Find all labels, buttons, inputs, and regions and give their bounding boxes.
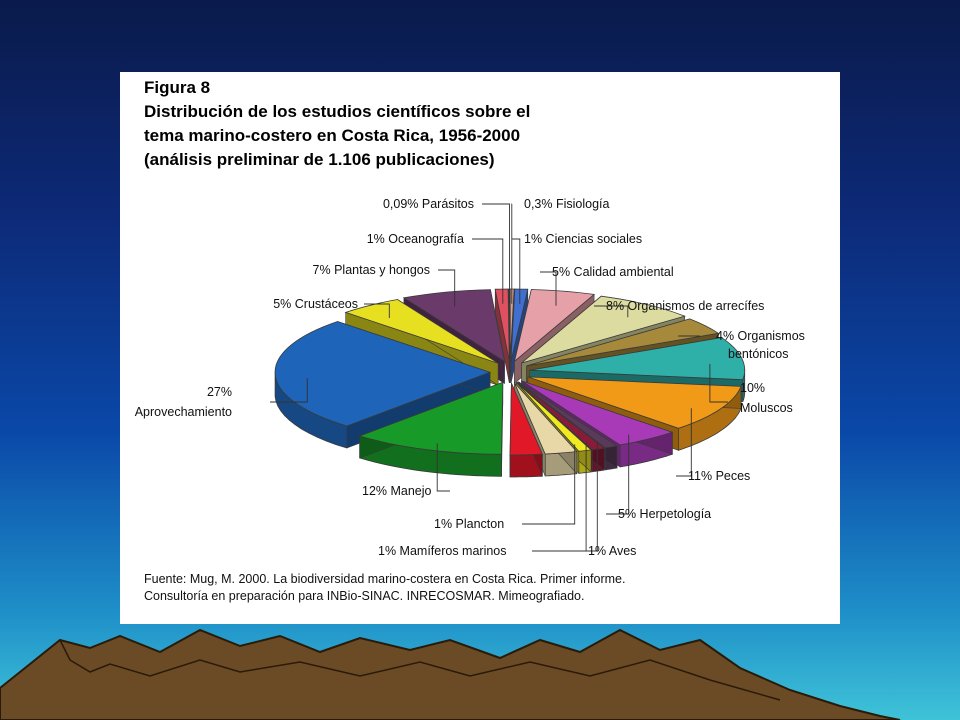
slice-layer — [275, 289, 745, 477]
source-note-line-1: Fuente: Mug, M. 2000. La biodiversidad marino-costera en Costa Rica. Primer informe. — [144, 572, 626, 586]
label-aprovechamiento-14-text: 27% — [206, 385, 232, 399]
label-aves-8-text: 1% Aves — [588, 544, 637, 558]
label-ciencias-sociales-1-text: 1% Ciencias sociales — [524, 232, 643, 246]
label-calidad-ambiental-2-text: 5% Calidad ambiental — [552, 265, 674, 279]
label-peces-6-text: 11% Peces — [688, 469, 751, 483]
label-fisiologia-0 — [512, 197, 610, 304]
figure-title-line-2: tema marino-costero en Costa Rica, 1956-2000 — [144, 126, 521, 145]
mountain-range — [0, 630, 900, 720]
label-fisiologia-0-text: 0,3% Fisiología — [524, 197, 610, 211]
figure-title-line-3: (análisis preliminar de 1.106 publicaciones) — [144, 150, 495, 169]
pie-chart — [120, 72, 840, 624]
label-aprovechamiento-14-text-2: Aprovechamiento — [134, 405, 232, 419]
label-mamiferos-marinos-9-text: 1% Mamíferos marinos — [378, 544, 507, 558]
label-oceanografia-17-text: 1% Oceanografía — [366, 232, 464, 246]
label-herpetologia-7-text: 5% Herpetología — [618, 507, 712, 521]
label-moluscos-5-text: 10% — [740, 381, 766, 395]
figure-label: Figura 8 — [144, 78, 211, 97]
label-plancton-10-text: 1% Plancton — [434, 517, 505, 531]
label-moluscos-5-text-2: Moluscos — [740, 401, 793, 415]
figure-title-line-1: Distribución de los estudios científicos sobre el — [144, 102, 531, 121]
label-manejo-13-text: 12% Manejo — [362, 484, 432, 498]
label-crustaceos-15-text: 5% Crustáceos — [273, 297, 358, 311]
label-plantas-y-hongos-16-text: 7% Plantas y hongos — [312, 263, 430, 277]
figure-card — [120, 72, 840, 624]
label-organismos-de-arrecifes-3-text: 8% Organismos de arrecífes — [606, 299, 765, 313]
label-parasitos-18 — [383, 197, 510, 304]
source-note-line-2: Consultoría en preparación para INBio-SINAC. INRECOSMAR. Mimeografiado. — [144, 589, 585, 603]
label-organismos-bentonicos-4-text: 4% Organismos — [716, 329, 805, 343]
label-parasitos-18-text: 0,09% Parásitos — [382, 197, 474, 211]
label-organismos-bentonicos-4-text-2: bentónicos — [728, 347, 789, 361]
